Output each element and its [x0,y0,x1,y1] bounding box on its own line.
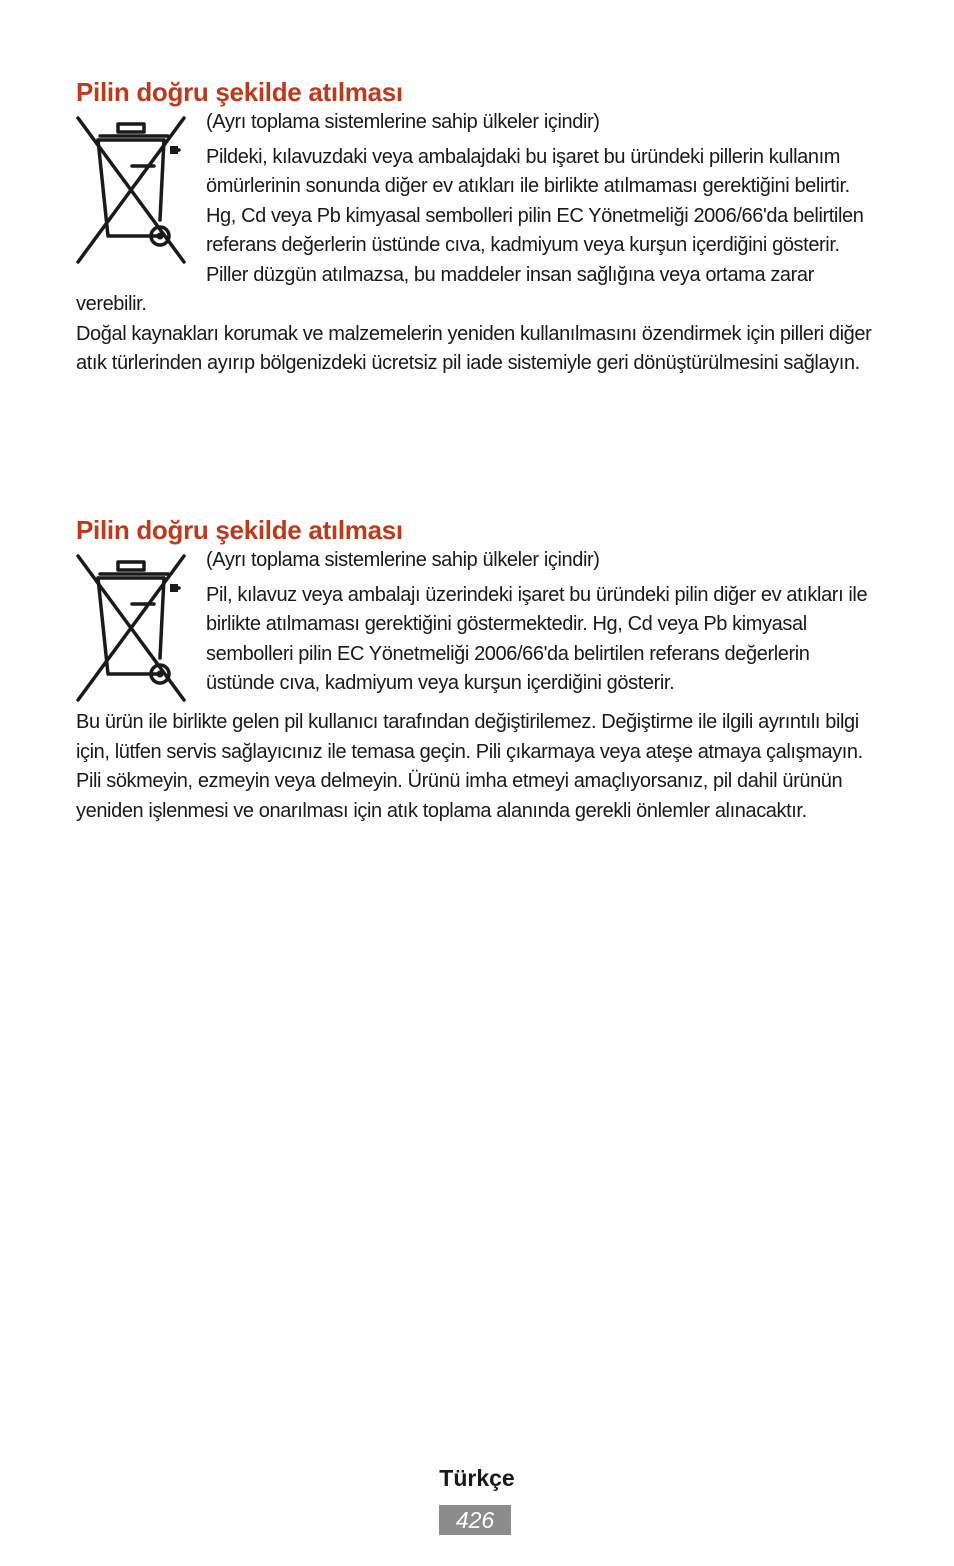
battery-disposal-section-2 [76,514,882,826]
battery-disposal-section-1 [76,76,882,379]
disposal-description: Pil, kılavuz veya ambalajı üzerindeki işaret bu üründeki pilin diğer ev atıkları ile birlikte atılmaması gerektiğini göstermektedir. Hg, Cd veya Pb kimyasal sembolleri pilin EC Yönetmeliği 2006/66'da belirtilen referans değerlerin üstünde cıva, kadmiyum veya kurşun içerdiğini gösterir. [206,583,868,694]
page-number-badge: 426 [439,1505,511,1535]
crossed-out-wheelie-bin-icon [76,110,188,270]
recycling-instruction: Doğal kaynakları korumak ve malzemelerin yeniden kullanılmasını özendirmek için pilleri diğer atık türlerinden ayırıp bölgenizdeki ücretsiz pil iade sistemiyle geri dönüştürülmesini sağlayın. [76,322,872,374]
section-heading: Pilin doğru şekilde atılması [76,77,403,107]
region-note: (Ayrı toplama sistemlerine sahip ülkeler içindir) [206,111,600,133]
replacement-warning: Bu ürün ile birlikte gelen pil kullanıcı tarafından değiştirilemez. Değiştirme ile ilgili ayrıntılı bilgi için, lütfen servis sağlayıcınız ile temasa geçin. Pili çıkarmaya veya ateşe atmaya çalışmayın. Pili sökmeyin, ezmeyin veya delmeyin. Ürünü imha etmeyi amaçlıyorsanız, pil dahil ürünün yeniden işlenmesi ve onarılması için atık toplama alanında gerekli önlemler alınacaktır. [76,711,863,822]
footer-language: Türkçe [439,1465,515,1491]
section-heading: Pilin doğru şekilde atılması [76,515,403,545]
disposal-description: Pildeki, kılavuzdaki veya ambalajdaki bu işaret bu üründeki pillerin kullanım ömürlerinin sonunda diğer ev atıkları ile birlikte atılmaması gerektiğini belirtir. Hg, Cd veya Pb kimyasal sembolleri pilin EC Yönetmeliği 2006/66'da belirtilen referans değerlerin üstünde cıva, kadmiyum veya kurşun içerdiğini gösterir. Piller düzgün atılmazsa, bu maddeler insan sağlığına veya ortama zarar verebilir. [76,145,864,315]
crossed-out-wheelie-bin-icon [76,548,188,708]
region-note: (Ayrı toplama sistemlerine sahip ülkeler içindir) [206,549,600,571]
